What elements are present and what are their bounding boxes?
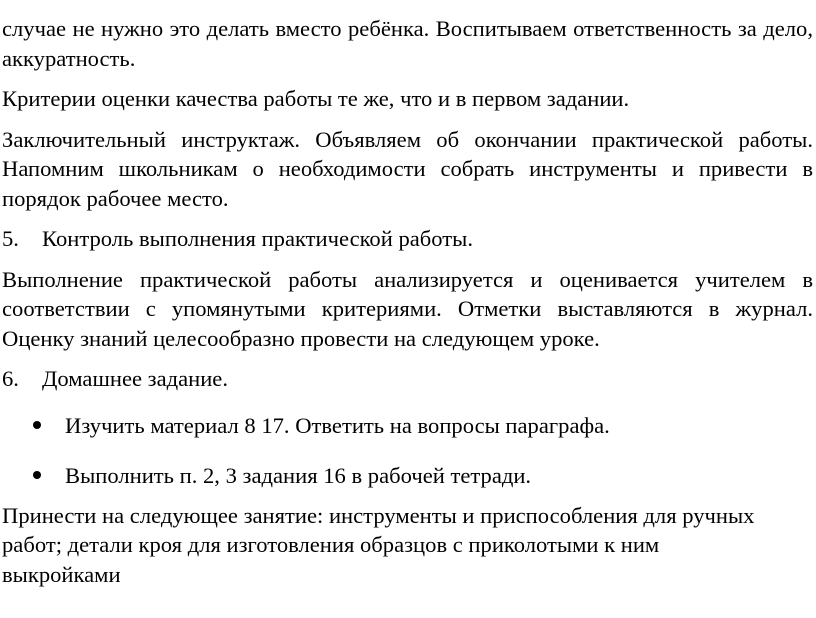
section-5-number: 5. <box>2 226 19 251</box>
homework-item-text: Выполнить п. 2, 3 задания 16 в рабочей тетради. <box>65 463 532 488</box>
list-item <box>2 411 813 441</box>
section-5-heading <box>2 224 813 254</box>
section-6-number: 6. <box>2 366 19 391</box>
section-5-title: Контроль выполнения практической работы. <box>42 226 473 251</box>
paragraph-final-briefing: Заключительный инструктаж. Объявляем об окончании практической работы. Напомним школьникам о необходимости собрать инструменты и привести в порядок рабочее место. <box>2 126 813 211</box>
bring-materials-line-2: работ; детали кроя для изготовления образцов с приколотыми к ним <box>2 532 660 557</box>
list-item <box>2 461 813 491</box>
section-6-heading <box>2 364 813 394</box>
section-6-title: Домашнее задание. <box>42 366 228 391</box>
paragraph-responsibility: случае не нужно это делать вместо ребёнка. Воспитываем ответственность за дело, аккуратность. <box>2 16 813 71</box>
bullet-icon <box>33 421 41 429</box>
homework-list <box>2 411 813 491</box>
homework-item-text: Изучить материал 8 17. Ответить на вопросы параграфа. <box>65 412 610 438</box>
bring-materials-line-1: Принести на следующее занятие: инструменты и приспособления для ручных <box>2 502 755 528</box>
paragraph-criteria: Критерии оценки качества работы те же, что и в первом задании. <box>2 86 630 111</box>
paragraph-bring-materials <box>2 501 813 590</box>
bullet-icon <box>33 471 41 479</box>
paragraph-evaluation: Выполнение практической работы анализируется и оценивается учителем в соответствии с упомянутыми критериями. Отметки выставляются в журнал. Оценку знаний целесообразно провести на следующем уроке. <box>2 266 813 351</box>
bring-materials-line-3: выкройками <box>2 561 121 587</box>
